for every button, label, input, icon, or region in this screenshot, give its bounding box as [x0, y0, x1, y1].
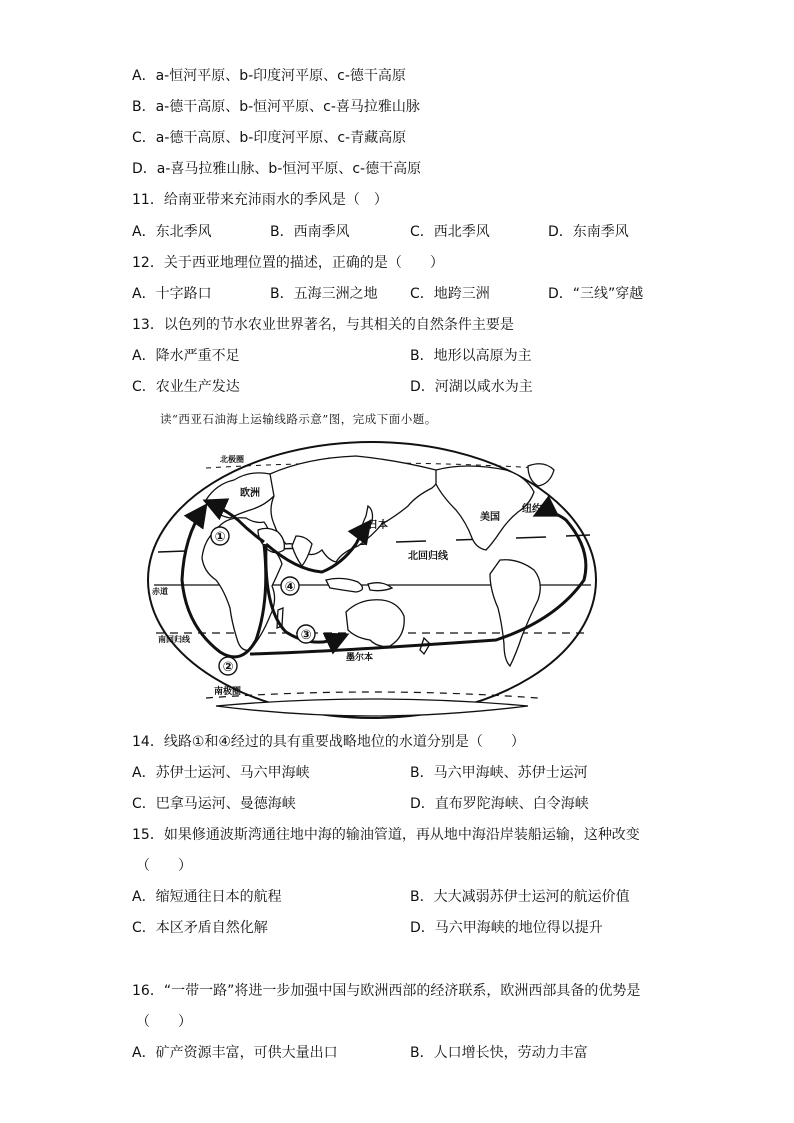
q10-option-a: A．a-恒河平原、b-印度河平原、c-德干高原 [132, 68, 406, 84]
q15-stem: 15．如果修通波斯湾通往地中海的输油管道，再从地中海沿岸装船运输，这种改变 [132, 827, 640, 843]
q14-option-d: D．直布罗陀海峡、白令海峡 [410, 796, 589, 812]
q13-option-c: C．农业生产发达 [132, 379, 240, 395]
q12-option-c: C．地跨三洲 [410, 286, 490, 302]
q10-option-c: C．a-德干高原、b-印度河平原、c-青藏高原 [132, 130, 407, 146]
route-1-label: ① [214, 530, 226, 545]
q12-option-a: A．十字路口 [132, 286, 212, 302]
label-europe: 欧洲 [240, 488, 260, 499]
label-newyork: 纽约 [522, 504, 542, 515]
q16-option-b: B．人口增长快，劳动力丰富 [410, 1045, 588, 1061]
q15-option-c: C．本区矛盾自然化解 [132, 920, 268, 936]
label-arctic-circle: 北极圈 [220, 455, 244, 464]
label-usa: 美国 [480, 512, 500, 523]
q15-option-a: A．缩短通往日本的航程 [132, 889, 282, 905]
q13-option-d: D．河湖以咸水为主 [410, 379, 533, 395]
route-2-label: ② [222, 660, 234, 675]
q16-option-a: A．矿产资源丰富，可供大量出口 [132, 1045, 338, 1061]
q11-option-b: B．西南季风 [270, 224, 350, 240]
label-japan: 日本 [368, 520, 388, 531]
q15-stem-bracket: （ ） [136, 858, 192, 874]
map-caption: 读“西亚石油海上运输线路示意”图，完成下面小题。 [160, 412, 437, 426]
q14-option-a: A．苏伊士运河、马六甲海峡 [132, 765, 310, 781]
q11-option-c: C．西北季风 [410, 224, 490, 240]
q15-option-d: D．马六甲海峡的地位得以提升 [410, 920, 603, 936]
oil-route-map [146, 440, 598, 720]
q12-option-b: B．五海三洲之地 [270, 286, 378, 302]
route-3-label: ③ [300, 628, 312, 643]
q15-option-b: B．大大减弱苏伊士运河的航运价值 [410, 889, 630, 905]
q16-stem-bracket: （ ） [136, 1014, 192, 1030]
q11-stem: 11．给南亚带来充沛雨水的季风是（ ） [132, 192, 388, 208]
q10-option-b: B．a-德干高原、b-恒河平原、c-喜马拉雅山脉 [132, 99, 420, 115]
q11-option-a: A．东北季风 [132, 224, 212, 240]
q10-option-d: D．a-喜马拉雅山脉、b-恒河平原、c-德干高原 [132, 161, 422, 177]
label-tropic-capricorn: 南回归线 [158, 635, 190, 644]
label-melbourne: 墨尔本 [346, 653, 374, 663]
q14-option-b: B．马六甲海峡、苏伊士运河 [410, 765, 588, 781]
q14-option-c: C．巴拿马运河、曼德海峡 [132, 796, 296, 812]
q16-stem: 16．“一带一路”将进一步加强中国与欧洲西部的经济联系，欧洲西部具备的优势是 [132, 983, 641, 999]
q11-option-d: D．东南季风 [548, 224, 629, 240]
q12-option-d: D．“三线”穿越 [548, 286, 644, 302]
route-4-label: ④ [284, 580, 296, 595]
label-tropic-cancer: 北回归线 [408, 551, 448, 562]
q12-stem: 12．关于西亚地理位置的描述，正确的是（ ） [132, 255, 444, 271]
q13-option-a: A．降水严重不足 [132, 348, 240, 364]
q13-stem: 13．以色列的节水农业世界著名，与其相关的自然条件主要是 [132, 317, 514, 333]
q14-stem: 14．线路①和④经过的具有重要战略地位的水道分别是（ ） [132, 734, 525, 750]
q13-option-b: B．地形以高原为主 [410, 348, 532, 364]
label-equator: 赤道 [152, 587, 168, 596]
label-antarctic-circle: 南极圈 [214, 687, 242, 697]
